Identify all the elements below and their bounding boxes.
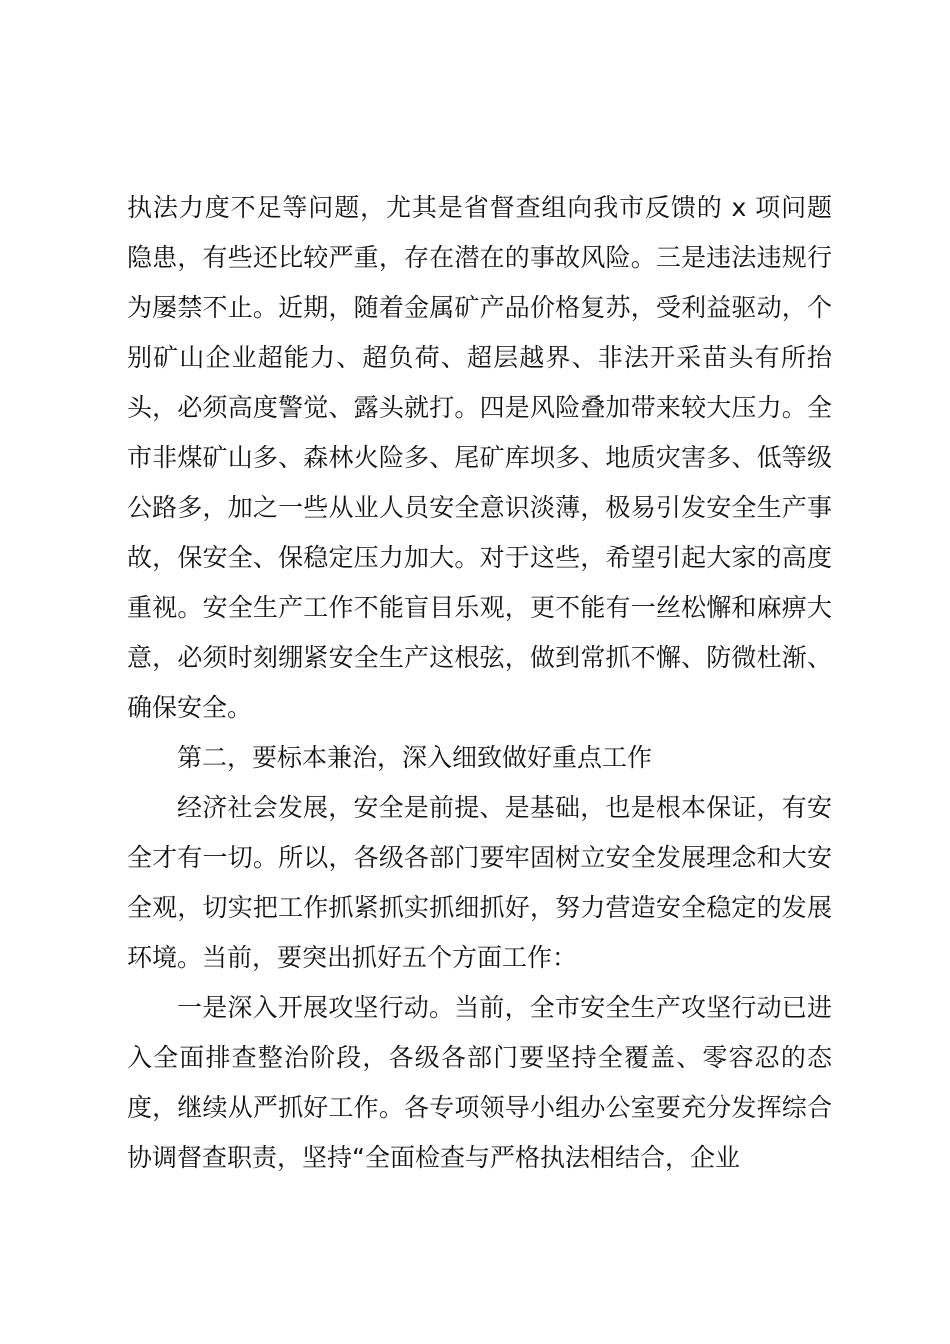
body-paragraph-1: 执法力度不足等问题，尤其是省督查组向我市反馈的 x 项问题隐患，有些还比较严重，存在潜在的事故风险。三是违法违规行为屡禁不止。近期，随着金属矿产品价格复苏，受利益驱动，个别矿山企业超能力、超负荷、超层越界、非法开采苗头有所抬头，必须高度警觉、露头就打。四是风险叠加带来较大压力。全市非煤矿山多、森林火险多、尾矿库坝多、地质灾害多、低等级公路多，加之一些从业人员安全意识淡薄，极易引发安全生产事故，保安全、保稳定压力加大。对于这些，希望引起大家的高度重视。安全生产工作不能盲目乐观，更不能有一丝松懈和麻痹大意，必须时刻绷紧安全生产这根弦，做到常抓不懈、防微杜渐、确保安全。	[127, 193, 832, 722]
document-body	[127, 183, 832, 1183]
body-paragraph-4: 一是深入开展攻坚行动。当前，全市安全生产攻坚行动已进入全面排查整治阶段，各级各部门要坚持全覆盖、零容忍的态度，继续从严抓好工作。各专项领导小组办公室要充分发挥综合协调督查职责，坚持“全面检查与严格执法相结合，企业	[127, 993, 832, 1172]
body-paragraph-3: 经济社会发展，安全是前提、是基础，也是根本保证，有安全才有一切。所以，各级各部门要牢固树立安全发展理念和大安全观，切实把工作抓紧抓实抓细抓好，努力营造安全稳定的发展环境。当前，要突出抓好五个方面工作：	[127, 793, 832, 972]
section-heading-second: 第二，要标本兼治，深入细致做好重点工作	[177, 743, 653, 772]
